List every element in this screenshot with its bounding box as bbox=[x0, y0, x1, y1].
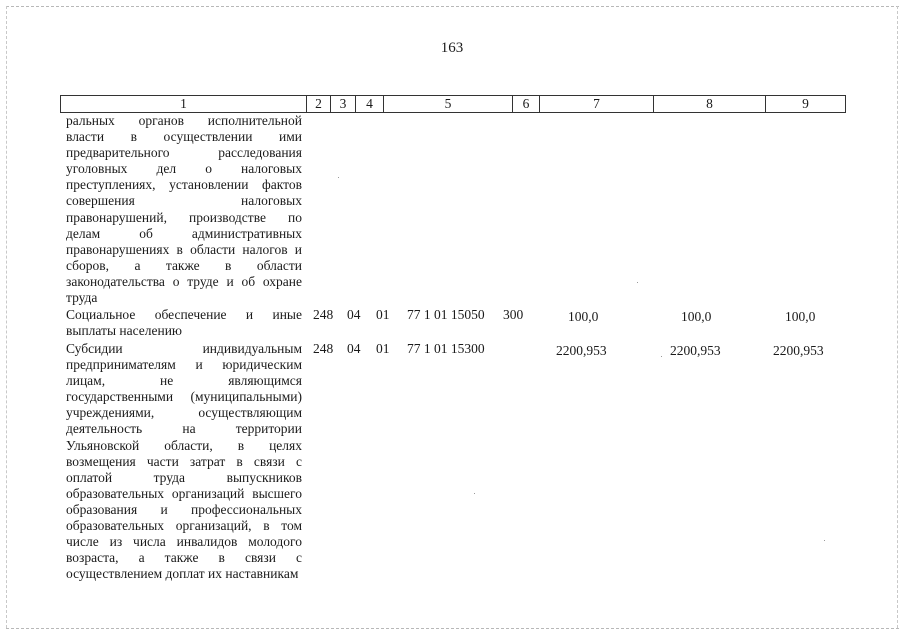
scan-edge-bottom bbox=[6, 628, 899, 629]
row-col8: 2200,953 bbox=[670, 343, 721, 358]
scan-speck bbox=[824, 540, 825, 541]
scan-edge-right bbox=[897, 6, 898, 628]
row-col3: 04 bbox=[347, 341, 361, 356]
table-header-cell: 2 bbox=[307, 96, 331, 112]
table-header-cell: 6 bbox=[513, 96, 540, 112]
row-col7: 2200,953 bbox=[556, 343, 607, 358]
row-col7: 100,0 bbox=[568, 309, 599, 324]
table-header-cell: 1 bbox=[61, 96, 307, 112]
scan-speck bbox=[338, 177, 339, 178]
row-col4: 01 bbox=[376, 341, 390, 356]
row-name-cell: ральных органов исполнительной власти в осуществлении ими предварительного расследования уголовных дел о налоговых преступлениях, установлении фактов совершения налоговых правонарушений, производстве по делам об административных правонарушениях в области налогов и сборов, а также в области законодательства о труде и об охране труда bbox=[66, 113, 302, 306]
scan-speck bbox=[661, 356, 662, 357]
row-col5: 77 1 01 15050 bbox=[407, 307, 485, 322]
table-header-cell: 9 bbox=[802, 96, 809, 111]
scan-edge-top bbox=[6, 6, 899, 7]
row-name-cell: Социальное обеспечение и иные выплаты населению bbox=[66, 307, 302, 339]
row-name-cell: Субсидии индивидуальным предпринимателям и юридическим лицам, не являющимся государственными (муниципальными) учреждениями, осуществляющим деятельность на территории Ульяновской области, в целях возмещения части затрат в связи с оплатой труда выпускников образовательных организаций высшего образования и профессиональных образовательных организаций, в том числе из числа инвалидов молодого возраста, а также в связи с осуществлением доплат их наставникам bbox=[66, 341, 302, 582]
row-col6: 300 bbox=[503, 307, 524, 322]
page-number: 163 bbox=[440, 40, 464, 56]
row-col5: 77 1 01 15300 bbox=[407, 341, 485, 356]
row-col8: 100,0 bbox=[681, 309, 712, 324]
table-header-cell: 3 bbox=[331, 96, 356, 112]
table-header-cell: 7 bbox=[540, 96, 654, 112]
row-col9: 100,0 bbox=[785, 309, 816, 324]
table-header-cell: 4 bbox=[356, 96, 384, 112]
table-header-cell: 8 bbox=[654, 96, 766, 112]
scan-speck bbox=[474, 493, 475, 494]
table-header-cell: 5 bbox=[384, 96, 513, 112]
row-col4: 01 bbox=[376, 307, 390, 322]
row-col3: 04 bbox=[347, 307, 361, 322]
row-col2: 248 bbox=[313, 307, 334, 322]
scan-speck bbox=[637, 282, 638, 283]
row-col2: 248 bbox=[313, 341, 334, 356]
table-header-row bbox=[60, 95, 846, 113]
scan-edge-left bbox=[6, 6, 7, 628]
row-col9: 2200,953 bbox=[773, 343, 824, 358]
